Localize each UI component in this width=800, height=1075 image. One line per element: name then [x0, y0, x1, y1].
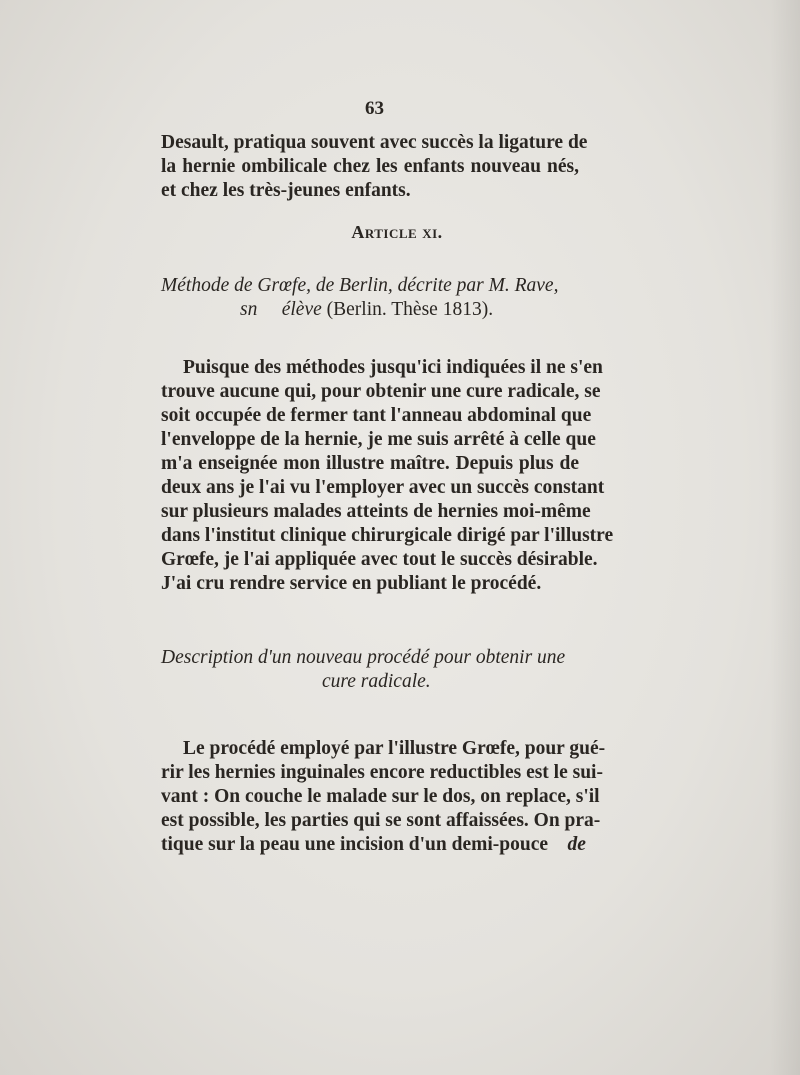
text-line: Le procédé employé par l'illustre Grœfe, pour gué- — [183, 738, 606, 759]
main-paragraph — [161, 356, 614, 596]
text-line: vant : On couche le malade sur le dos, on replace, s'il — [161, 786, 600, 807]
text-line-part: tique sur la peau une incision d'un demi-pouce — [161, 834, 549, 855]
text-line: l'enveloppe de la hernie, je me suis arrêté à celle que — [161, 429, 596, 450]
text-line: m'a enseignée mon illustre maître. Depuis plus de — [161, 453, 579, 474]
intro-paragraph — [161, 131, 588, 203]
text-line: Grœfe, je l'ai appliquée avec tout le succès désirable. — [161, 549, 598, 570]
text-line: la hernie ombilicale chez les enfants nouveau nés, — [161, 156, 579, 177]
final-paragraph — [161, 737, 606, 857]
article-heading: Article xi. — [351, 222, 443, 242]
text-line: deux ans je l'ai vu l'employer avec un succès constant — [161, 477, 605, 498]
text-line: Puisque des méthodes jusqu'ici indiquées il ne s'en — [183, 357, 603, 378]
method-title-sn: sn — [240, 299, 258, 320]
text-line: rir les hernies inguinales encore reductibles est le sui- — [161, 762, 603, 783]
method-title-reference: (Berlin. Thèse 1813). — [326, 299, 494, 320]
text-line: trouve aucune qui, pour obtenir une cure radicale, se — [161, 381, 601, 402]
description-title-line-2: cure radicale. — [322, 671, 431, 692]
page-edge-shadow — [770, 0, 800, 1075]
text-line: est possible, les parties qui se sont affaissées. On pra- — [161, 810, 601, 831]
text-line: soit occupée de fermer tant l'anneau abdominal que — [161, 405, 592, 426]
description-title-line-1: Description d'un nouveau procédé pour obtenir une — [161, 647, 566, 668]
text-line: Desault, pratiqua souvent avec succès la ligature de — [161, 132, 588, 153]
page-number: 63 — [365, 98, 384, 119]
method-title-line-1: Méthode de Grœfe, de Berlin, décrite par M. Rave, — [161, 275, 559, 296]
catchword: de — [567, 834, 586, 855]
method-title-eleve: élève — [281, 299, 322, 320]
text-line: J'ai cru rendre service en publiant le procédé. — [161, 573, 542, 594]
text-line: sur plusieurs malades atteints de hernies moi-même — [161, 501, 591, 522]
text-line: et chez les très-jeunes enfants. — [161, 180, 411, 201]
method-title-line-2 — [240, 299, 493, 321]
text-line — [161, 833, 586, 857]
text-line: dans l'institut clinique chirurgicale dirigé par l'illustre — [161, 525, 614, 546]
